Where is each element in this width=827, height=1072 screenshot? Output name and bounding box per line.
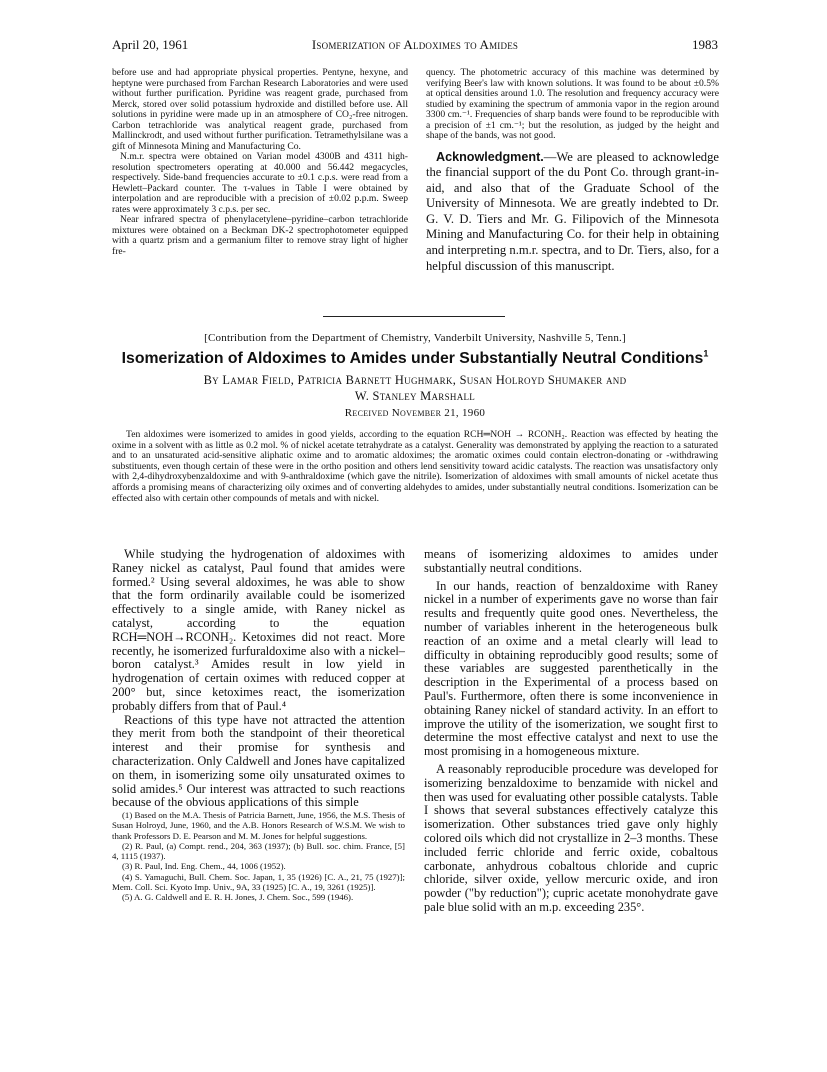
authors-line: By Lamar Field, Patricia Barnett Hughmark, Susan Holroyd Shumaker and: [203, 373, 627, 387]
header-page-number: 1983: [692, 37, 718, 52]
body-paragraph: Reactions of this type have not attracted the attention they merit from both the standpoint of their theoretical interest and their promise for synthesis and characterization. Only Caldwell and Jones have capitalized on them, in isomerizing some oily unsaturated oximes to solid amides.⁵ Our interest was attracted to such reactions because of the obvious applications of this simple: [112, 712, 405, 810]
body-paragraph: In our hands, reaction of benzaldoxime with Raney nickel in a number of experiments gave no worse than fair results and frequently quite good ones. Nevertheless, the number of variables inherent in the heterogeneous bulk reaction of an oxime and a metal clearly will lead to difficulty in obtaining reproducibly good results; some of these variables are suggested parenthetically in the description in the Experimental of a process based on Paul's. Furthermore, often there is some inconvenience in obtaining Raney nickel of standard activity. In an effort to improve the utility of the isomerization, we sought first to determine the most effective catalyst and next to use the most promising in a homogeneous mixture.: [424, 578, 718, 759]
contribution-line: [Contribution from the Department of Chemistry, Vanderbilt University, Nashville 5, Tenn.]: [204, 332, 626, 344]
footnote: (1) Based on the M.A. Thesis of Patricia Barnett, June, 1956, the M.S. Thesis of Susan Holroyd, June, 1960, and the A.B. Honors Research of W.S.M. We wish to thank Professors D. E. Pearson and M. M. Jones for helpful suggestions.: [112, 810, 405, 841]
experimental-continuation: quency. The photometric accuracy of this machine was determined by verifying Beer's law with known solutions. It was found to be about ±0.5% at optical densities around 1.0. The resolution and frequency accuracy were studied by examining the spectrum of ammonia vapor in the region around 3300 cm.⁻¹. Frequencies of sharp bands were found to be reproducible with a precision of ±1 cm.⁻¹; but the resolution, as judged by the height and shape of the bands, was not good.: [426, 67, 719, 141]
received-date: Received November 21, 1960: [344, 407, 486, 419]
author-list: [112, 373, 718, 404]
body-left-column: [112, 548, 405, 810]
footnote: (2) R. Paul, (a) Compt. rend., 204, 363 (1937); (b) Bull. soc. chim. France, [5] 4, 1115 (1937).: [112, 840, 405, 862]
header-date: April 20, 1961: [112, 37, 189, 52]
footnote: (3) R. Paul, Ind. Eng. Chem., 44, 1006 (1952).: [122, 861, 286, 872]
body-paragraph: A reasonably reproducible procedure was developed for isomerizing benzaldoxime to benzamide with nickel and then was used for evaluating other possible catalysts. Table I shows that several substances effectively catalyze this isomerization. Other substances tried gave only highly colored oils which did not crystallize in 2–3 months. These included ferric chloride and ferric oxide, cobaltous carbonate, anhydrous cobaltous chloride and cupric chloride, silver oxide, yellow mercuric oxide, and iron powder ("by reduction"); cupric acetate monohydrate gave pale blue solid with an m.p. exceeding 235°.: [424, 761, 718, 914]
running-header: [112, 37, 718, 55]
footnotes: [112, 810, 405, 903]
experimental-paragraph: N.m.r. spectra were obtained on Varian model 4300B and 4311 high-resolution spectrometers operating at 40.000 and 56.442 megacycles, respectively. Side-band frequencies accurate to ±0.1 c.p.s. were read from a Hewlett–Packard counter. The τ-values in Table I were obtained by interpolation and are reproducible with a precision of ±0.02 p.p.m. Sweep rates were approximately 3 c.p.s. per sec.: [112, 151, 408, 215]
top-left-column: [112, 68, 408, 257]
body-right-column: [424, 548, 718, 915]
body-paragraph: While studying the hydrogenation of aldoximes with Raney nickel as catalyst, Paul found that amides were formed.² Using several aldoximes, he was able to show that the form ordinarily available could be isomerized effectively to a single amide, with Raney nickel as catalyst, according to the equation RCH═NOH→RCONH₂. Ketoximes did not react. More recently, he isomerized furfuraldoxime also with a nickel–boron catalyst.³ Amides result in low yield in hydrogenation of certain oximes with reduced copper at 200° but, since ketoximes react, the isomerization probably differs from that of Paul.⁴: [112, 547, 405, 713]
body-paragraph: means of isomerizing aldoximes to amides under substantially neutral conditions.: [424, 547, 718, 575]
authors-line: W. Stanley Marshall: [354, 388, 476, 403]
article-title: [112, 350, 718, 368]
experimental-paragraph: before use and had appropriate physical properties. Pentyne, hexyne, and heptyne were purchased from Farchan Research Laboratories and were used without further purification. Pyridine was reagent grade, purchased from Merck, stored over solid potassium hydroxide and distilled before use. All solutions in pyridine were made up in an atmosphere of CO₂-free nitrogen. Carbon tetrachloride was analytical reagent grade, purchased from Mallinckrodt, and used without further purification. Tetramethylsilane was a gift of Minnesota Mining and Manufacturing Co.: [112, 67, 408, 152]
abstract: Ten aldoximes were isomerized to amides in good yields, according to the equation RCH═NOH → RCONH₂. Reaction was effected by heating the oxime in a solvent with as little as 0.2 mol. % of nickel acetate tetrahydrate as a catalyst. Generality was demonstrated by applying the reaction to a saturated and to an unsaturated acid-sensitive aliphatic oxime and to aromatic aldoximes; the aromatic oximes could contain electron-donating or -withdrawing substituents, even though certain of these were in the ortho position and others lend sensitivity toward acidic catalysts. The reaction was unsatisfactory only with 2,4-dihydroxybenzaldoxime and with 9-anthraldoxime (which gave the nitrile). Isomerization of aldoximes with small amounts of nickel acetate thus affords a promising means of characterizing oily oximes and of converting aldehydes to amides, under substantially neutral conditions. Isomerization can be effected also with certain other compounds of metals and with nickel.: [112, 429, 718, 504]
acknowledgment-heading: Acknowledgment.: [436, 149, 544, 164]
article-title-text: Isomerization of Aldoximes to Amides under Substantially Neutral Conditions: [121, 350, 704, 367]
header-running-title: Isomerization of Aldoximes to Amides: [311, 37, 519, 52]
footnote: (5) A. G. Caldwell and E. R. H. Jones, J. Chem. Soc., 599 (1946).: [122, 892, 354, 903]
title-footnote-marker: 1: [703, 348, 709, 359]
top-right-column: [426, 68, 719, 274]
acknowledgment-paragraph: [426, 150, 719, 275]
section-divider: [323, 316, 505, 317]
acknowledgment-text: —We are pleased to acknowledge the financial support of the du Pont Co. through grant-in-aid, and also that of the Graduate School of the University of Minnesota. We are greatly indebted to Dr. G. V. D. Tiers and Mr. G. Filipovich of the Minnesota Mining and Manufacturing Co. for their help in obtaining and interpreting n.m.r. spectra, and to Dr. Tiers, also, for a helpful discussion of this manuscript.: [426, 149, 719, 273]
footnote: (4) S. Yamaguchi, Bull. Chem. Soc. Japan, 1, 35 (1926) [C. A., 21, 75 (1927)]; Mem. Coll. Sci. Kyoto Imp. Univ., 9A, 33 (1925) [C. A., 19, 3261 (1925)].: [112, 871, 405, 893]
experimental-paragraph: Near infrared spectra of phenylacetylene–pyridine–carbon tetrachloride mixtures were obtained on a Beckman DK-2 spectrophotometer equipped with a quartz prism and a germanium filter to remove stray light of higher fre-: [112, 214, 408, 257]
